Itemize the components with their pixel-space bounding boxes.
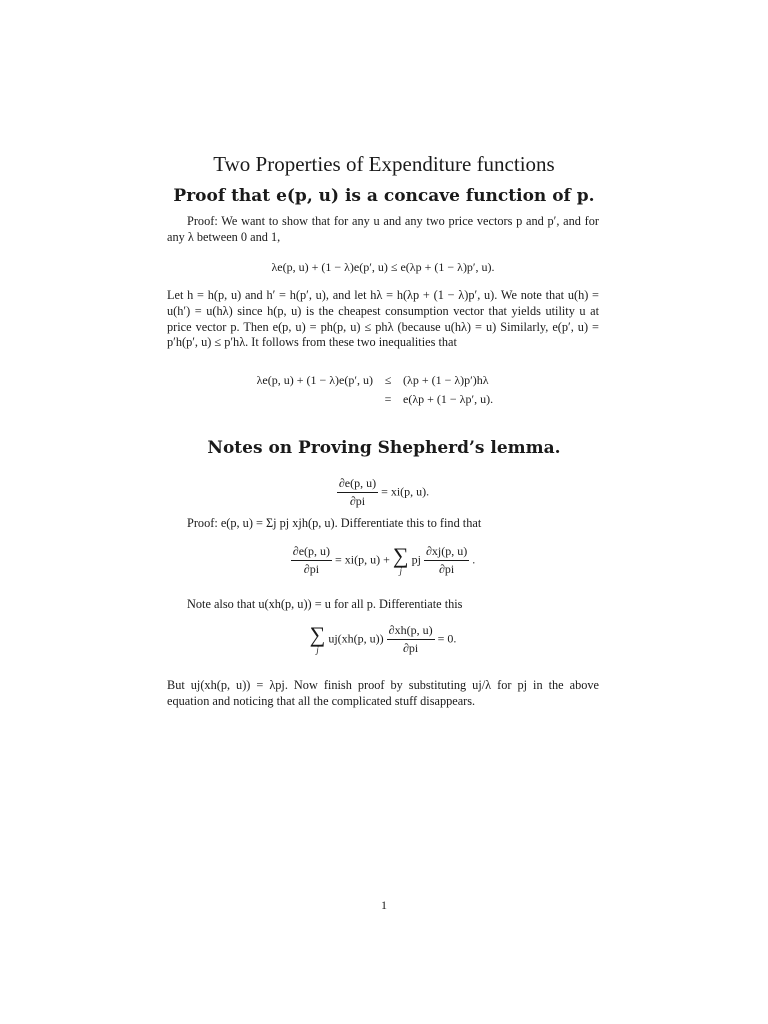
equation-shepherd-lemma (167, 476, 599, 509)
paragraph-note-line: Note also that u(xh(p, u)) = u for all p. Differentiate this (187, 597, 463, 611)
fraction-denominator: ∂pi (402, 641, 419, 655)
equation-concavity: λe(p, u) + (1 − λ)e(p′, u) ≤ e(λp + (1 − λ)p′, u). (271, 260, 495, 274)
equation-aligned-inequality (167, 373, 599, 411)
fraction-numerator: ∂e(p, u) (337, 476, 378, 493)
fraction-dxj-dpi (424, 544, 469, 577)
section-heading-concavity: Proof that e(p, u) is a concave function of p. (173, 186, 595, 206)
fraction-dxh-dpi (387, 623, 435, 656)
fraction-numerator: ∂xh(p, u) (387, 623, 435, 640)
summation-symbol: ∑ j (392, 543, 409, 576)
equation-derivative-expansion (167, 544, 599, 577)
aligned-row1-relation: ≤ (384, 373, 392, 387)
equation-end: . (472, 552, 476, 567)
aligned-row2-relation: = (384, 392, 392, 406)
equation-utility-derivative (167, 623, 599, 656)
summation-term: pj (411, 552, 421, 567)
fraction-denominator: ∂pi (349, 494, 366, 508)
aligned-row1-lhs: λe(p, u) + (1 − λ)e(p′, u) (256, 373, 373, 387)
fraction-denominator: ∂pi (303, 562, 320, 576)
equation-middle: = xi(p, u) + (335, 552, 390, 567)
fraction-numerator: ∂xj(p, u) (424, 544, 469, 561)
aligned-row1-rhs: (λp + (1 − λ)p′)hλ (403, 373, 489, 387)
aligned-row2-rhs: e(λp + (1 − λp′, u). (403, 392, 494, 406)
summation-symbol: ∑ j (309, 622, 326, 655)
fraction-denominator: ∂pi (438, 562, 455, 576)
fraction-de-dpi (337, 476, 378, 509)
paragraph-proof-body: Let h = h(p, u) and h′ = h(p′, u), and let hλ = h(λp + (1 − λ)p′, u). We note that u(h) = u(h′) = u(hλ) since h(p, u) is the cheapest consumption vector that yields utility u at price vector p. Then e(p, u) = ph(p, u) ≤ phλ (because u(hλ) = u) Similarly, e(p′, u) = p′h(p′, u) ≤ p′hλ. It follows from these two inequalities that (167, 288, 599, 350)
document-title: Two Properties of Expenditure functions (213, 152, 555, 176)
fraction-numerator: ∂e(p, u) (291, 544, 332, 561)
paragraph-proof-line: Proof: e(p, u) = Σj pj xjh(p, u). Differentiate this to find that (187, 516, 482, 530)
equation-rhs: = 0. (437, 631, 457, 646)
summation-index: j (399, 566, 402, 576)
page-number: 1 (381, 898, 387, 912)
equation-rhs: = xi(p, u). (381, 484, 430, 499)
paragraph-intro: Proof: We want to show that for any u and any two price vectors p and p′, and for any λ between 0 and 1, (167, 214, 599, 244)
section-heading-shepherd: Notes on Proving Shepherd’s lemma. (207, 438, 561, 458)
summation-index: j (316, 645, 319, 655)
summation-term: uj(xh(p, u)) (328, 631, 384, 646)
paragraph-closing: But uj(xh(p, u)) = λpj. Now finish proof by substituting uj/λ for pj in the above equation and noticing that all the complicated stuff disappears. (167, 678, 599, 708)
fraction-de-dpi (291, 544, 332, 577)
